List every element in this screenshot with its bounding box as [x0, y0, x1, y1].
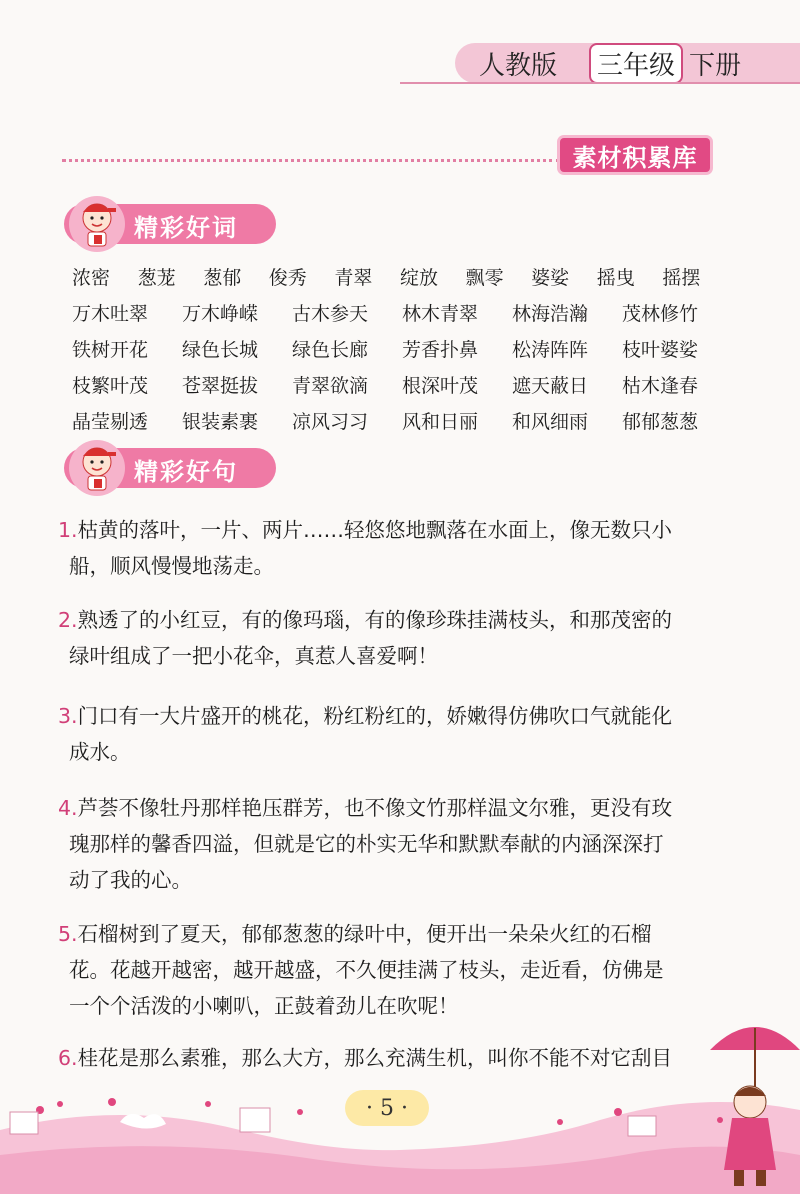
volume-label: 下册 — [689, 50, 742, 81]
sentence-line: 花。花越开越密，越开越盛，不久便挂满了枝头，走近看，仿佛是 — [69, 958, 664, 982]
sentence-number: 4. — [58, 796, 78, 820]
word-item: 青翠 — [334, 266, 373, 289]
word-grid — [72, 258, 722, 438]
dotted-divider — [62, 159, 560, 162]
sentence-item — [58, 790, 718, 898]
sentence-item — [58, 698, 718, 770]
word-item: 遮天蔽日 — [512, 374, 589, 397]
header-tab — [455, 43, 800, 83]
word-item: 铁树开花 — [72, 338, 149, 361]
word-item: 枝繁叶茂 — [72, 374, 149, 397]
sentence-number: 2. — [58, 608, 78, 632]
word-item: 林木青翠 — [402, 302, 479, 325]
word-item: 飘零 — [465, 266, 504, 289]
word-item: 摇摆 — [662, 266, 701, 289]
word-item: 风和日丽 — [402, 410, 479, 433]
sentence-line: 桂花是那么素雅，那么大方，那么充满生机，叫你不能不对它刮目 — [77, 1046, 673, 1070]
word-item: 晶莹剔透 — [72, 410, 149, 433]
word-row — [72, 258, 722, 294]
sentence-line: 熟透了的小红豆，有的像玛瑙，有的像珍珠挂满枝头，和那茂密的 — [77, 608, 673, 632]
sentence-line: 门口有一大片盛开的桃花，粉红粉红的，娇嫩得仿佛吹口气就能化 — [77, 704, 673, 728]
mascot-icon — [64, 432, 130, 498]
sentences-title-capsule — [64, 448, 276, 488]
word-item: 万木峥嵘 — [182, 302, 259, 325]
word-item: 葱郁 — [203, 266, 242, 289]
page-number: · 5 · — [345, 1090, 429, 1126]
word-item: 茂林修竹 — [622, 302, 699, 325]
word-item: 青翠欲滴 — [292, 374, 369, 397]
sentence-item — [58, 512, 718, 584]
girl-with-umbrella-icon — [700, 1010, 800, 1194]
word-item: 凉风习习 — [292, 410, 369, 433]
sentence-line: 芦荟不像牡丹那样艳压群芳，也不像文竹那样温文尔雅，更没有玫 — [77, 796, 673, 820]
grade-label: 三年级 — [589, 43, 683, 84]
sentence-number: 5. — [58, 922, 78, 946]
word-item: 林海浩瀚 — [512, 302, 589, 325]
word-item: 苍翠挺拔 — [182, 374, 259, 397]
word-item: 根深叶茂 — [402, 374, 479, 397]
word-item: 绿色长城 — [182, 338, 259, 361]
sentence-line: 枯黄的落叶，一片、两片……轻悠悠地飘落在水面上，像无数只小 — [77, 518, 673, 542]
word-row — [72, 402, 722, 438]
sentence-item — [58, 916, 718, 1024]
word-item: 古木参天 — [292, 302, 369, 325]
word-row — [72, 330, 722, 366]
sentence-number: 3. — [58, 704, 78, 728]
section-banner — [560, 138, 710, 172]
sentence-line: 船，顺风慢慢地荡走。 — [69, 554, 274, 578]
section-banner-label: 素材积累库 — [572, 143, 698, 172]
word-item: 枯木逢春 — [622, 374, 699, 397]
word-item: 浓密 — [72, 266, 111, 289]
word-item: 松涛阵阵 — [512, 338, 589, 361]
word-item: 和风细雨 — [512, 410, 589, 433]
word-item: 摇曳 — [596, 266, 635, 289]
word-item: 绽放 — [399, 266, 438, 289]
word-item: 郁郁葱葱 — [622, 410, 699, 433]
sentence-line: 成水。 — [69, 740, 131, 764]
sentence-line: 石榴树到了夏天，郁郁葱葱的绿叶中，便开出一朵朵火红的石榴 — [77, 922, 652, 946]
footer-decoration — [0, 1060, 800, 1194]
words-title: 精彩好词 — [134, 214, 238, 242]
sentence-number: 6. — [58, 1046, 78, 1070]
sentence-line: 动了我的心。 — [69, 868, 192, 892]
word-item: 万木吐翠 — [72, 302, 149, 325]
sentence-line: 瑰那样的馨香四溢，但就是它的朴实无华和默默奉献的内涵深深打 — [69, 832, 664, 856]
word-row — [72, 294, 722, 330]
word-row — [72, 366, 722, 402]
word-item: 银装素裹 — [182, 410, 259, 433]
word-item: 婆娑 — [531, 266, 570, 289]
word-item: 枝叶婆娑 — [622, 338, 699, 361]
edition-label: 人教版 — [479, 50, 558, 81]
sentence-line: 一个个活泼的小喇叭，正鼓着劲儿在吹呢！ — [69, 994, 459, 1018]
sentences-title: 精彩好句 — [134, 458, 238, 486]
sentence-line: 绿叶组成了一把小花伞，真惹人喜爱啊！ — [69, 644, 438, 668]
mascot-icon — [64, 188, 130, 254]
word-item: 芳香扑鼻 — [402, 338, 479, 361]
word-item: 俊秀 — [268, 266, 307, 289]
header-divider — [400, 82, 800, 84]
sentence-item — [58, 602, 718, 674]
word-item: 葱茏 — [137, 266, 176, 289]
sentence-number: 1. — [58, 518, 78, 542]
words-title-capsule — [64, 204, 276, 244]
word-item: 绿色长廊 — [292, 338, 369, 361]
